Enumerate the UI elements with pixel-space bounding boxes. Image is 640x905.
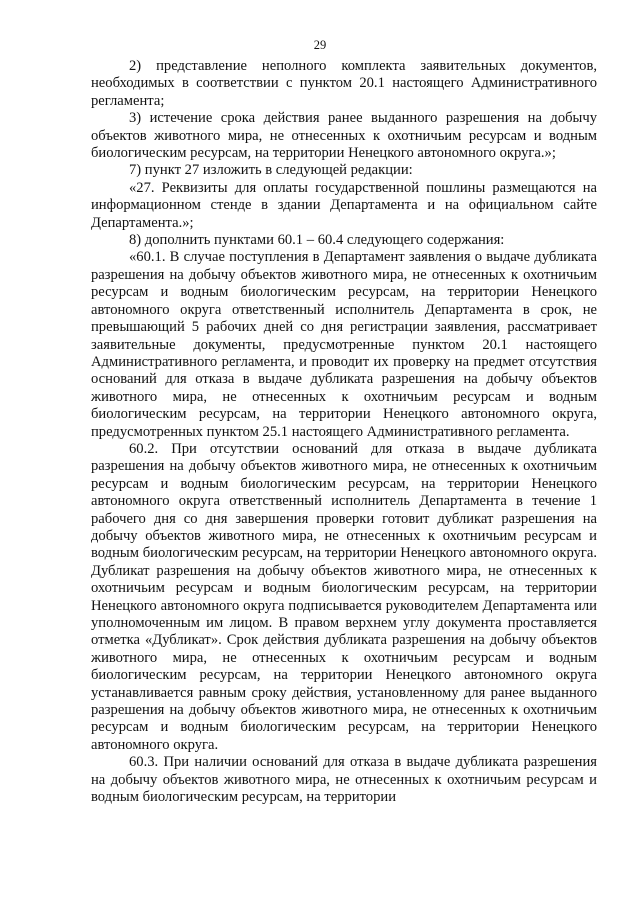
paragraph-item-3: 3) истечение срока действия ранее выданного разрешения на добычу объектов животного мира, не отнесенных к охотничьим ресурсам и водным биологическим ресурсам, на территории Ненецкого автономного округа.»; bbox=[91, 110, 597, 162]
paragraph-item-2: 2) представление неполного комплекта заявительных документов, необходимых в соответствии с пунктом 20.1 настоящего Административного регламента; bbox=[91, 58, 597, 109]
paragraph-item-8: 8) дополнить пунктами 60.1 – 60.4 следующего содержания: bbox=[129, 232, 505, 249]
paragraph-clause-27: «27. Реквизиты для оплаты государственной пошлины размещаются на информационном стенде в здании Департамента и на официальном сайте Департамента.»; bbox=[91, 179, 597, 231]
page-number: 29 bbox=[313, 38, 327, 52]
paragraph-item-7: 7) пункт 27 изложить в следующей редакции: bbox=[129, 162, 413, 179]
paragraph-clause-60-1: «60.1. В случае поступления в Департамент заявления о выдаче дубликата разрешения на добычу объектов животного мира, не отнесенных к охотничьим ресурсам и водным биологическим ресурсам, на территории Ненецкого автономного округа ответственный исполнитель Департамента в срок, не превышающий 5 рабочих дней со дня регистрации заявления, рассматривает заявительные документы, предусмотренные пунктом 20.1 настоящего Административного регламента, и проводит их проверку на предмет отсутствия оснований для отказа в выдаче дубликата разрешения на добычу объектов животного мира, не отнесенных к охотничьим ресурсам и водным биологическим ресурсам, на территории Ненецкого автономного округа, предусмотренных пунктом 25.1 настоящего Административного регламента. bbox=[91, 249, 597, 440]
paragraph-clause-60-3: 60.3. При наличии оснований для отказа в выдаче дубликата разрешения на добычу объектов животного мира, не отнесенных к охотничьим ресурсам и водным биологическим ресурсам, на территории bbox=[91, 754, 597, 806]
paragraph-clause-60-2: 60.2. При отсутствии оснований для отказа в выдаче дубликата разрешения на добычу объектов животного мира, не отнесенных к охотничьим ресурсам и водным биологическим ресурсам, на территории Ненецкого автономного округа ответственный исполнитель Департамента в течение 1 рабочего дня со дня завершения проверки готовит дубликат разрешения на добычу объектов животного мира, не отнесенных к охотничьим ресурсам и водным биологическим ресурсам, на территории Ненецкого автономного округа. Дубликат разрешения на добычу объектов животного мира, не отнесенных к охотничьим ресурсам и водным биологическим ресурсам, на территории Ненецкого автономного округа подписывается руководителем Департамента или уполномоченным им лицом. В правом верхнем углу документа проставляется отметка «Дубликат». Срок действия дубликата разрешения на добычу объектов животного мира, не отнесенных к охотничьим ресурсам и водным биологическим ресурсам, на территории Ненецкого автономного округа устанавливается равным сроку действия, установленному для ранее выданного разрешения на добычу объектов животного мира, не отнесенных к охотничьим ресурсам и водным биологическим ресурсам, на территории Ненецкого автономного округа. bbox=[91, 440, 597, 753]
document-body bbox=[91, 58, 597, 806]
